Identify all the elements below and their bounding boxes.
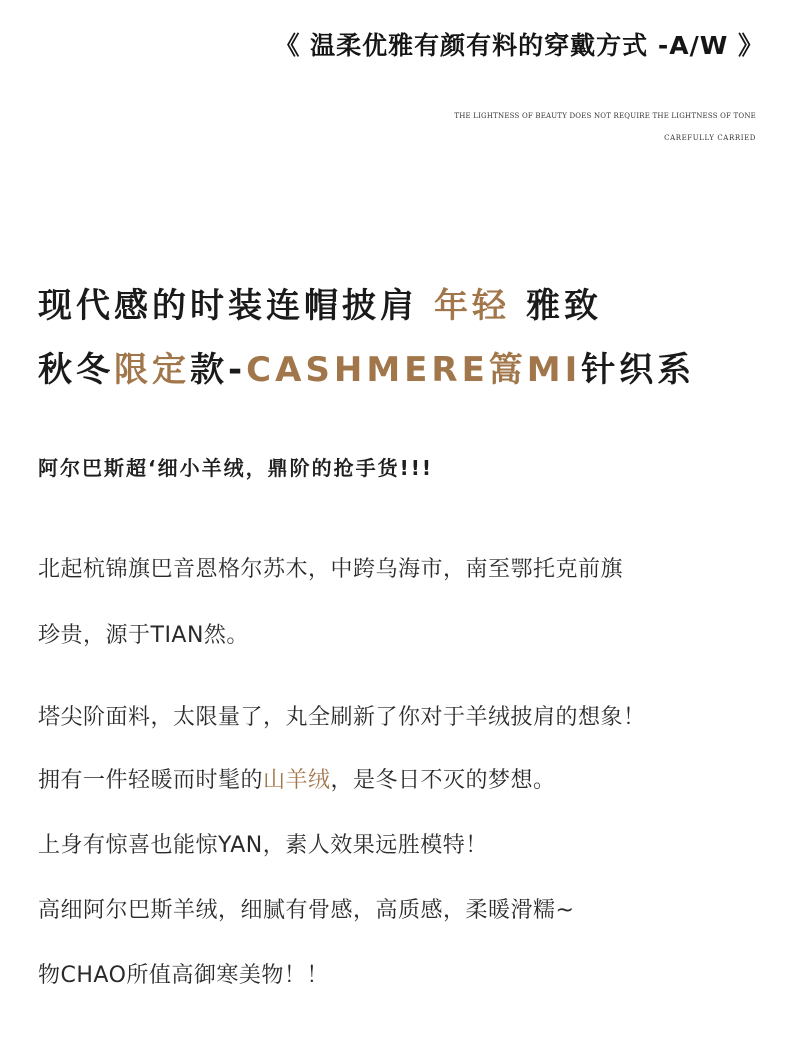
tagline-line-1: THE LIGHTNESS OF BEAUTY DOES NOT REQUIRE THE LIGHTNESS OF TONE: [454, 112, 756, 120]
headline-line-2: [38, 342, 695, 391]
headline-highlight-limited: 限定: [114, 350, 190, 390]
subheading: 阿尔巴斯超‘细小羊绒，鼎阶的抢手货!!!: [38, 456, 433, 480]
paragraph-4: [38, 763, 556, 794]
headline-line-1: [38, 278, 602, 327]
paragraph-1: 北起杭锦旗巴音恩格尔苏木，中跨乌海市，南至鄂托克前旗: [38, 557, 624, 582]
headline-line-2-mid: 款-: [190, 350, 247, 390]
tagline-line-2: CAREFULLY CARRIED: [664, 134, 756, 142]
headline-highlight-young: 年轻: [434, 286, 510, 326]
header-title: 《 温柔优雅有颜有料的穿戴方式 -A/W 》: [274, 31, 764, 60]
headline-highlight-cashmere: CASHMERE篙MI: [246, 350, 582, 390]
paragraph-5: 上身有惊喜也能惊YAN，素人效果远胜模特！: [38, 833, 488, 858]
paragraph-6: 高细阿尔巴斯羊绒，细腻有骨感，高质感，柔暖滑糯~: [38, 898, 575, 923]
headline-line-2-end: 针织系: [581, 350, 696, 390]
paragraph-2: 珍贵，源于TIAN然。: [38, 623, 249, 648]
paragraph-3: 塔尖阶面料，太限量了，丸全刷新了你对于羊绒披肩的想象！: [38, 705, 646, 730]
headline-line-2-start: 秋冬: [38, 350, 114, 390]
paragraph-7: 物CHAO所值高御寒美物！！: [38, 963, 329, 988]
paragraph-4-start: 拥有一件轻暖而时髦的: [38, 768, 264, 793]
paragraph-4-end: ，是冬日不灭的梦想。: [330, 768, 556, 793]
headline-line-1-text: 现代感的时装连帽披肩: [38, 286, 418, 326]
paragraph-4-highlight: 山羊绒: [263, 768, 331, 793]
headline-line-1-end: 雅致: [526, 286, 602, 326]
